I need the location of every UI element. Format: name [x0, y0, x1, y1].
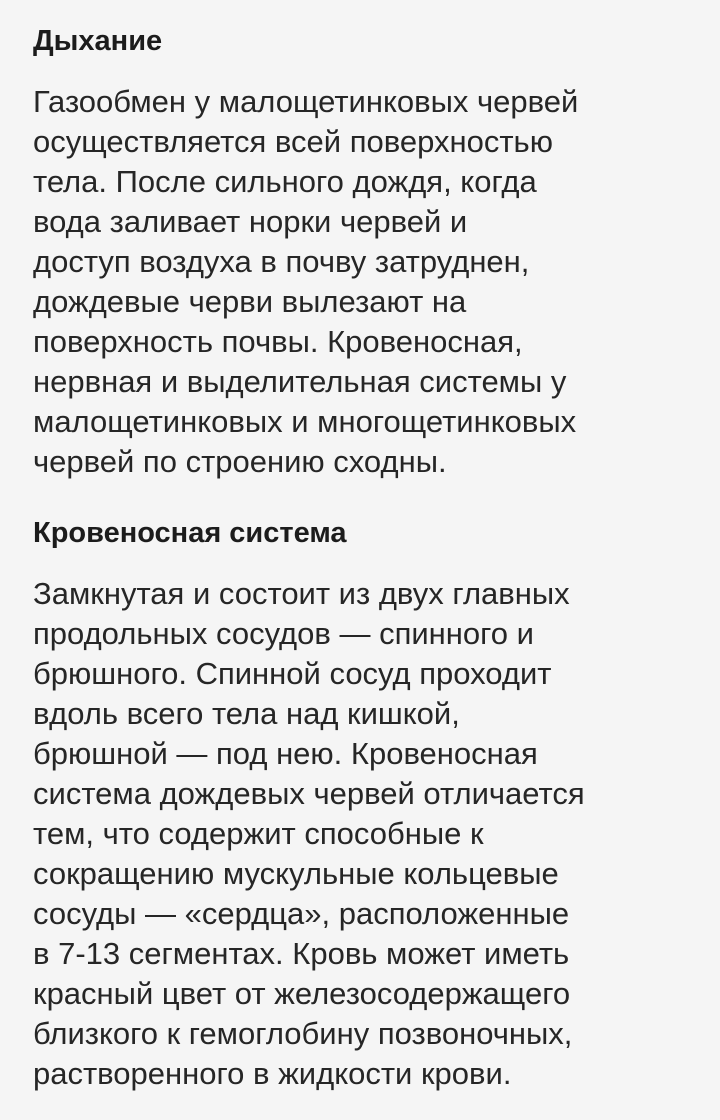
text-line: брюшной — под нею. Кровеносная — [33, 736, 538, 771]
text-line: тела. После сильного дождя, когда — [33, 164, 537, 199]
text-line: вдоль всего тела над кишкой, — [33, 696, 460, 731]
text-line: красный цвет от железосодержащего — [33, 976, 571, 1011]
text-line: Газообмен у малощетинковых червей — [33, 84, 579, 119]
text-line: брюшного. Спинной сосуд проходит — [33, 656, 552, 691]
text-line: система дождевых червей отличается — [33, 776, 585, 811]
text-line: дождевые черви вылезают на — [33, 284, 467, 319]
text-line: малощетинковых и многощетинковых — [33, 404, 577, 439]
text-line: в 7-13 сегментах. Кровь может иметь — [33, 936, 570, 971]
text-line: близкого к гемоглобину позвоночных, — [33, 1016, 573, 1051]
section-heading-breathing: Дыхание — [33, 25, 163, 57]
text-line: тем, что содержит способные к — [33, 816, 484, 851]
text-line: сокращению мускульные кольцевые — [33, 856, 559, 891]
text-line: растворенного в жидкости крови. — [33, 1056, 512, 1091]
text-line: осуществляется всей поверхностью — [33, 124, 553, 159]
text-line: сосуды — «сердца», расположенные — [33, 896, 570, 931]
paragraph-circulatory-system — [33, 574, 585, 1094]
text-line: нервная и выделительная системы у — [33, 364, 567, 399]
section-heading-circulatory-system: Кровеносная система — [33, 517, 347, 549]
text-line: вода заливает норки червей и — [33, 204, 468, 239]
text-line: продольных сосудов — спинного и — [33, 616, 534, 651]
text-line: червей по строению сходны. — [33, 444, 447, 479]
text-line: поверхность почвы. Кровеносная, — [33, 324, 523, 359]
paragraph-breathing — [33, 82, 578, 482]
text-line: доступ воздуха в почву затруднен, — [33, 244, 530, 279]
text-line: Замкнутая и состоит из двух главных — [33, 576, 570, 611]
